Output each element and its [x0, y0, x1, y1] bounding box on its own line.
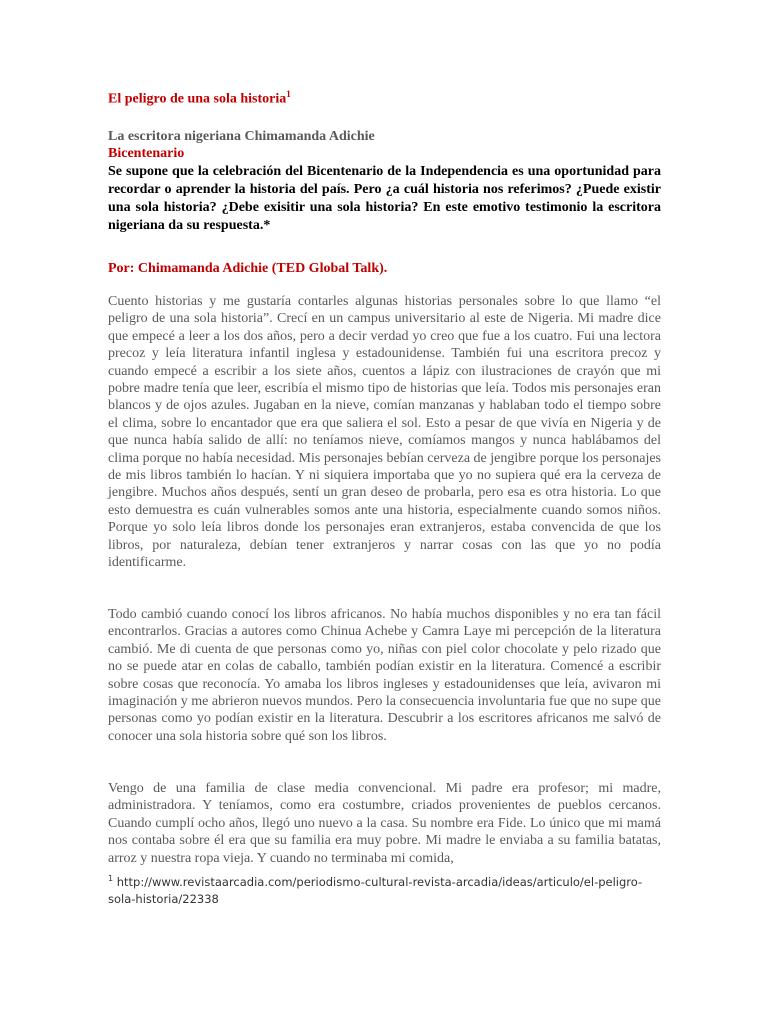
- title-text: El peligro de una sola historia: [108, 91, 287, 107]
- section-label: Bicentenario: [108, 146, 185, 161]
- footnote: [108, 870, 661, 908]
- body-paragraph-1: Cuento historias y me gustaría contarles algunas historias personales sobre lo que llamo “el peligro de una sola historia”. Crecí en un campus universitario al este de Nigeria. Mi madre dice que empecé a leer a los dos años, pero a decir verdad yo creo que fue a los cuatro. Fui una lectora precoz y leía literatura infantil inglesa y estadounidense. También fui una escritora precoz y cuando empecé a escribir a los siete años, cuentos a lápiz con ilustraciones de crayón que mi pobre madre tenía que leer, escribía el mismo tipo de historias que leía. Todos mis personajes eran blancos y de ojos azules. Jugaban en la nieve, comían manzanas y hablaban todo el tiempo sobre el clima, sobre lo encantador que era que saliera el sol. Esto a pesar de que vivía en Nigeria y de que nunca había salido de allí: no teníamos nieve, comíamos mangos y nunca hablábamos del clima porque no había necesidad. Mis personajes bebían cerveza de jengibre porque los personajes de mis libros también lo hacían. Y ni siquiera importaba que yo no supiera qué era la cerveza de jengibre. Muchos años después, sentí un gran deseo de probarla, pero esa es otra historia. Lo que esto demuestra es cuán vulnerables somos ante una historia, especialmente cuando somos niños. Porque yo solo leía libros donde los personajes eran extranjeros, estaba convencida de que los libros, por naturaleza, debían tener extranjeros y narrar cosas con las que yo no podía identificarme.: [108, 294, 661, 571]
- document-title: [108, 89, 661, 108]
- body-paragraph-3: Vengo de una familia de clase media convencional. Mi padre era profesor; mi madre, administradora. Y teníamos, como era costumbre, criados provenientes de pueblos cercanos. Cuando cumplí ocho años, llegó uno nuevo a la casa. Su nombre era Fide. Lo único que mi mamá nos contaba sobre él era que su familia era muy pobre. Mi madre le enviaba a su familia batatas, arroz y nuestra ropa vieja. Y cuando no terminaba mi comida,: [108, 781, 661, 866]
- title-footnote-marker[interactable]: 1: [286, 89, 291, 99]
- byline: Por: Chimamanda Adichie (TED Global Talk).: [108, 261, 388, 276]
- footnote-url[interactable]: http://www.revistaarcadia.com/periodismo-cultural-revista-arcadia/ideas/articulo/el-peligro-sola-historia/22338: [108, 874, 643, 906]
- intro-paragraph: Se supone que la celebración del Bicentenario de la Independencia es una oportunidad para recordar o aprender la historia del país. Pero ¿a cuál historia nos referimos? ¿Puede existir una sola historia? ¿Debe exisitir una sola historia? En este emotivo testimonio la escritora nigeriana da su respuesta.*: [108, 164, 661, 233]
- body-paragraph-2: Todo cambió cuando conocí los libros africanos. No había muchos disponibles y no era tan fácil encontrarlos. Gracias a autores como Chinua Achebe y Camra Laye mi percepción de la literatura cambió. Me di cuenta de que personas como yo, niñas con piel color chocolate y pelo rizado que no se puede atar en colas de caballo, también podían existir en la literatura. Comencé a escribir sobre cosas que reconocía. Yo amaba los libros ingleses y estadounidenses que leía, avivaron mi imaginación y me abrieron nuevos mundos. Pero la consecuencia involuntaria fue que no supe que personas como yo podían existir en la literatura. Descubrir a los escritores africanos me salvó de conocer una sola historia sobre qué son los libros.: [108, 607, 661, 744]
- author-line: La escritora nigeriana Chimamanda Adichie: [108, 129, 375, 144]
- footnote-marker: 1: [108, 874, 114, 883]
